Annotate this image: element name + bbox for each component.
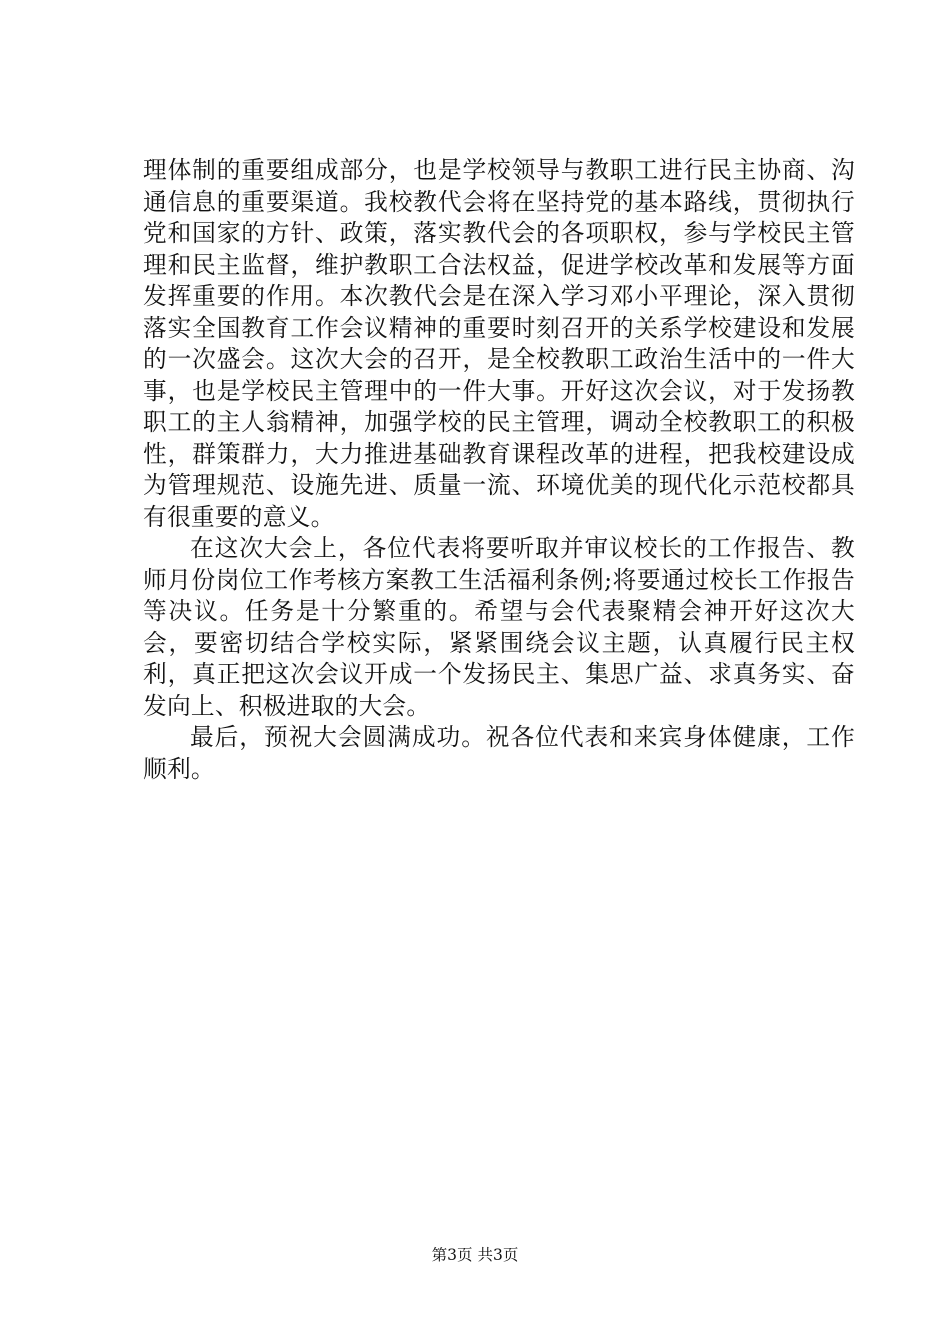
page-number-label: 第3页 共3页	[431, 1246, 519, 1264]
paragraph-2: 在这次大会上，各位代表将要听取并审议校长的工作报告、教师月份岗位工作考核方案教工生活福利条例;将要通过校长工作报告等决议。任务是十分繁重的。希望与会代表聚精会神开好这次大会，要密切结合学校实际，紧紧围绕会议主题，认真履行民主权利，真正把这次会议开成一个发扬民主、集思广益、求真务实、奋发向上、积极进取的大会。	[143, 534, 855, 720]
paragraph-1: 理体制的重要组成部分，也是学校领导与教职工进行民主协商、沟通信息的重要渠道。我校教代会将在坚持党的基本路线，贯彻执行党和国家的方针、政策，落实教代会的各项职权，参与学校民主管理和民主监督，维护教职工合法权益，促进学校改革和发展等方面发挥重要的作用。本次教代会是在深入学习邓小平理论，深入贯彻落实全国教育工作会议精神的重要时刻召开的关系学校建设和发展的一次盛会。这次大会的召开，是全校教职工政治生活中的一件大事，也是学校民主管理中的一件大事。开好这次会议，对于发扬教职工的主人翁精神，加强学校的民主管理，调动全校教职工的积极性，群策群力，大力推进基础教育课程改革的进程，把我校建设成为管理规范、设施先进、质量一流、环境优美的现代化示范校都具有很重要的意义。	[143, 156, 855, 531]
document-body	[143, 155, 855, 785]
page-footer	[0, 1245, 950, 1265]
paragraph-3: 最后，预祝大会圆满成功。祝各位代表和来宾身体健康，工作顺利。	[143, 723, 855, 783]
